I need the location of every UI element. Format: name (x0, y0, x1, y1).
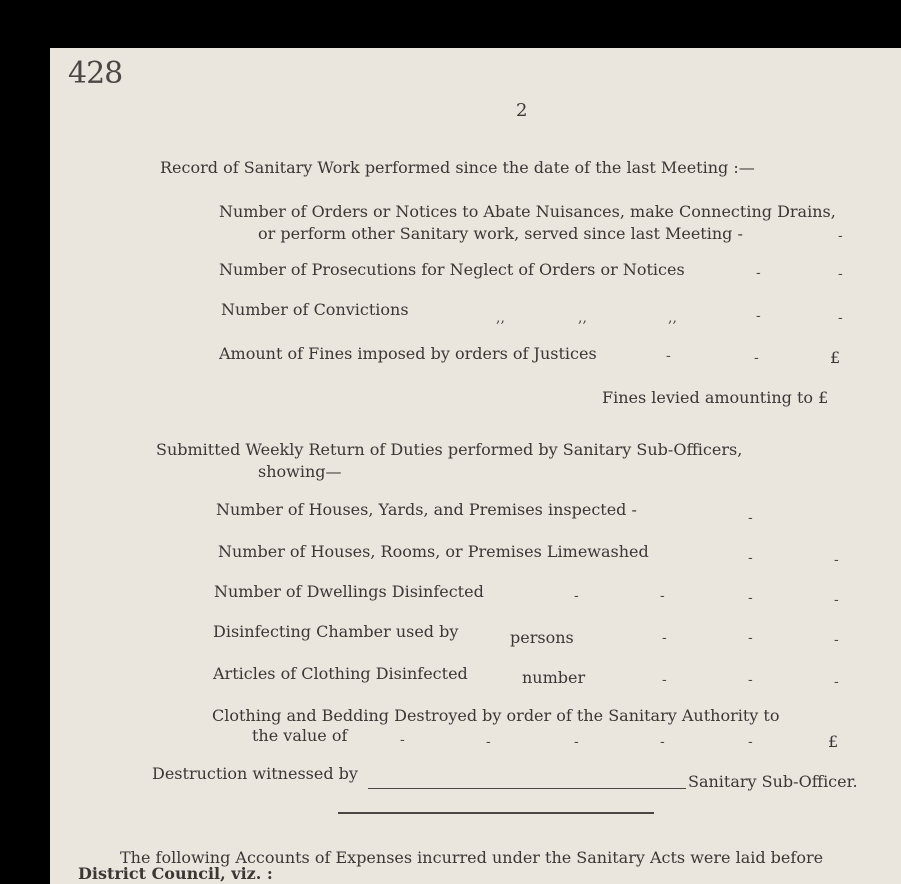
dash-mark: - (838, 310, 843, 326)
number-label: number (522, 668, 586, 687)
chamber-used-line: Disinfecting Chamber used by (213, 622, 459, 641)
dash-mark: - (666, 348, 671, 364)
dash-mark: - (662, 630, 667, 646)
dash-mark: - (660, 734, 665, 750)
dash-mark: - (834, 552, 839, 568)
dash-mark: - (486, 734, 491, 750)
persons-label: persons (510, 628, 574, 647)
submitted-line-1: Submitted Weekly Return of Duties performed by Sanitary Sub-Officers, (156, 440, 743, 459)
fines-imposed-line: Amount of Fines imposed by orders of Justices (219, 344, 597, 363)
dash-mark: - (748, 510, 753, 526)
sub-officer-label: Sanitary Sub-Officer. (688, 772, 858, 791)
dash-mark: - (756, 308, 761, 324)
accounts-line-2: District Council, viz. : (78, 864, 273, 883)
orders-line-1: Number of Orders or Notices to Abate Nuisances, make Connecting Drains, (219, 202, 836, 221)
dash-mark: - (660, 588, 665, 604)
dash-mark: - (574, 588, 579, 604)
pound-sign: £ (828, 732, 839, 751)
ditto-mark: ,, (496, 310, 505, 326)
prosecutions-line: Number of Prosecutions for Neglect of Orders or Notices (219, 260, 685, 279)
fines-levied-line: Fines levied amounting to £ (602, 388, 829, 407)
dash-mark: - (756, 265, 761, 281)
document-page (50, 48, 901, 884)
dash-mark: - (838, 228, 843, 244)
orders-line-2: or perform other Sanitary work, served since last Meeting - (258, 224, 743, 243)
dash-mark: - (834, 632, 839, 648)
houses-inspected-line: Number of Houses, Yards, and Premises inspected - (216, 500, 637, 519)
dash-mark: - (834, 674, 839, 690)
ditto-mark: ,, (668, 310, 677, 326)
destroyed-line-1: Clothing and Bedding Destroyed by order of the Sanitary Authority to (212, 706, 780, 725)
accounts-line-1: The following Accounts of Expenses incurred under the Sanitary Acts were laid before (120, 848, 824, 867)
pound-sign: £ (830, 348, 841, 367)
dash-mark: - (754, 350, 759, 366)
witnessed-label: Destruction witnessed by (152, 764, 358, 783)
dash-mark: - (748, 590, 753, 606)
submitted-line-2: showing— (258, 462, 342, 481)
dash-mark: - (748, 550, 753, 566)
dwellings-disinfected-line: Number of Dwellings Disinfected (214, 582, 484, 601)
dash-mark: - (400, 732, 405, 748)
dash-mark: - (662, 672, 667, 688)
dash-mark: - (748, 734, 753, 750)
signature-line (368, 788, 686, 789)
dash-mark: - (574, 734, 579, 750)
clothing-disinfected-line: Articles of Clothing Disinfected (213, 664, 468, 683)
record-heading: Record of Sanitary Work performed since the date of the last Meeting :— (160, 158, 755, 177)
page-number: 2 (516, 100, 528, 121)
ditto-mark: ,, (578, 310, 587, 326)
dash-mark: - (838, 266, 843, 282)
dash-mark: - (834, 592, 839, 608)
destroyed-line-2: the value of (252, 726, 348, 745)
houses-limewashed-line: Number of Houses, Rooms, or Premises Limewashed (218, 542, 649, 561)
dash-mark: - (748, 630, 753, 646)
convictions-line: Number of Convictions (221, 300, 409, 319)
dash-mark: - (748, 672, 753, 688)
folio-number: 428 (68, 56, 123, 91)
section-divider (338, 812, 654, 814)
